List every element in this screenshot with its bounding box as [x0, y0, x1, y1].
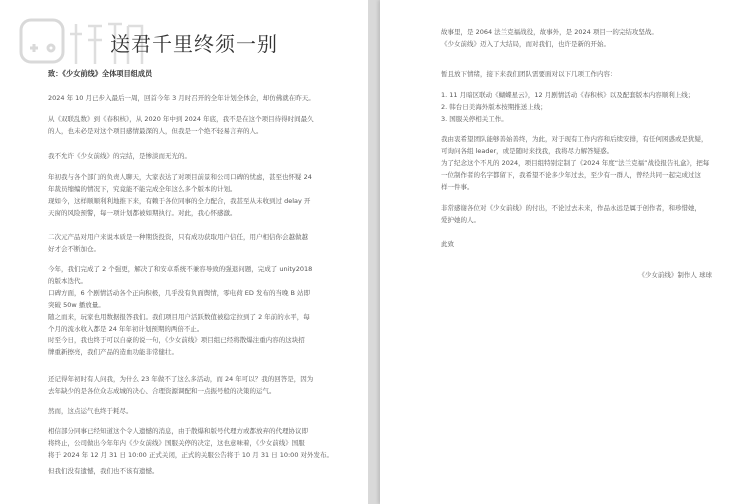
paragraph-line: 的人，也未必是对这个项目感情最深的人，但我是一个绝不轻易言弃的人。: [48, 127, 263, 135]
paragraph-line: 故事里，是 2064 法兰克福战役，故事外，是 2024 项目一的完结攻坚战。: [441, 28, 658, 36]
paragraph-line: 非常感谢各位对《少女前线》的付出，不论过去未来，作品永远是属于创作者，和珍惜她，: [441, 204, 701, 212]
paragraph: [441, 202, 701, 226]
paragraph-line: 为了纪念这个不凡的 2024，项目组特别定制了《2024 年度“法兰克福”战役报告礼盒》，把每: [441, 159, 710, 167]
paragraph: [441, 68, 617, 80]
paragraph: [441, 133, 708, 157]
paragraph: [441, 238, 454, 250]
paragraph-line: 时至今日，我也终于可以自豪的说一句，《少女前线》项目组已经将散爆注重内容的这块招: [48, 336, 305, 344]
paragraph-line: 随之而来，玩家也用数据报答我们。我们项目用户活跃数值被稳定拉到了 2 年前的水平，每: [48, 313, 310, 321]
paragraph-line: 二次元产品对用户来说本质是一种期货投资，只有成功获取用户信任，用户相信你会越做越: [48, 233, 308, 241]
paragraph-line: 口碑方面，6 个剧情活动各个正向积极，几乎没有负面舆情，零电荷 ED 发布的当晚 B 站即: [48, 289, 311, 297]
paragraph-line: 可询问各组 leader，或是随时来找我，我将尽力解答疑惑。: [441, 147, 614, 155]
paragraph-line: 牌重新擦亮，我们产品的造血功能非常健壮。: [48, 348, 178, 356]
paragraph-line: 但我们没有遗憾，我们也不该有遗憾。: [48, 467, 159, 475]
paragraph: [48, 405, 133, 417]
paragraph-line: 相信部分同事已经知道这个令人遗憾的消息，由于散爆和版号代理方或都放弃的代理协议即: [48, 427, 308, 435]
letter-signature: 《少女前线》制作人 球球: [638, 271, 712, 279]
paragraph: [48, 373, 313, 397]
paragraph: [441, 26, 658, 50]
paragraph-line: 的版本迭代。: [48, 277, 87, 285]
paragraph-line: 2024 年 10 月已步入最后一周，回首今年 3 月时召开的全年计划全体会，却仿佛就在昨天。: [48, 94, 315, 102]
paragraph-line: 还记得年初时有人问我，为什么 23 年做不了这么多活动，而 24 年可以？我的回答是，因为: [48, 375, 314, 383]
paragraph: [48, 113, 314, 137]
gamepad-icon: [21, 20, 63, 62]
paragraph-line: 个月的流水收入都是 24 年年初计划预期的两倍不止。: [48, 325, 204, 333]
paragraph-line: 1. 11 月暗区联动《蝴蝶星云》，12 月剧情活动《春积核》以及配套版本内容顺利上线；: [441, 91, 695, 99]
paragraph-line: 爱护她的人。: [441, 216, 480, 224]
paragraph: [441, 89, 694, 125]
paragraph-line: 3. 国服关停相关工作。: [441, 115, 508, 123]
paragraph-line: 然而，这点运气也终于耗尽。: [48, 407, 133, 415]
paragraph-line: 今年，我们完成了 2 个强更，解决了和安卓系统不兼容导致的强退问题，完成了 unity2018: [48, 265, 313, 273]
paragraph: [48, 425, 333, 461]
paragraph-line: 现如今，这样顺顺利利地推下来，有赖于各位同事的全力配合，我甚至从未收到过 delay 开: [48, 197, 311, 205]
paragraph: [48, 92, 315, 104]
paragraph-line: 我不允许《少女前线》的完结，是惨淡而无光的。: [48, 152, 191, 160]
paragraph-line: 从《双联乱数》到《春积核》，从 2020 年中到 2024 年底，我不是在这个项目待得时间最久: [48, 115, 314, 123]
letter-salutation: 致：《少女前线》全体项目组成员: [48, 69, 153, 78]
paragraph: [441, 157, 709, 193]
paragraph-line: 将终止，公司做出今年年内《少女前线》国服关停的决定，这也意味着，《少女前线》国服: [48, 439, 305, 447]
paragraph-line: 好才会不断加仓。: [48, 245, 100, 253]
paragraph-line: 此致: [441, 240, 454, 248]
paragraph: [48, 231, 308, 255]
paragraph: [48, 263, 312, 335]
document-page-right: [380, 0, 750, 504]
paragraph: [48, 150, 191, 162]
paragraph: [48, 334, 305, 358]
paragraph-line: 年裁员缩编的情况下，究竟能不能完成全年这么多个版本的计划。: [48, 185, 237, 193]
document-page-left: [0, 0, 368, 504]
paragraph: [48, 171, 312, 219]
paragraph-line: 去年缺少的是各位众志成城的决心、合理资源调配和一点振号般的决策的运气。: [48, 387, 276, 395]
paragraph: [48, 465, 159, 477]
paragraph-line: 天窗的风险预警，每一项计划都被如期执行。对此，我心怀感激。: [48, 209, 237, 217]
paragraph-line: 《少女前线》迈入了大结局，而对我们，也许是新的开始。: [441, 40, 610, 48]
paragraph-line: 我由衷希望团队能够善始善终，为此，对于现有工作内容和后续安排，有任何困惑或是犹疑，: [441, 135, 708, 143]
paragraph-line: 样一件事。: [441, 183, 474, 191]
paragraph-line: 突破 50w 播放量。: [48, 301, 105, 309]
paragraph-line: 年初我与各个部门的负责人聊天，大家表达了对项目前景和公司口碑的忧虑，甚至也怀疑 24: [48, 173, 312, 181]
paragraph-line: 将于 2024 年 12 月 31 日 10:00 正式关闭，正式的关服公告将于 10 月 31 日 10:00 对外发布。: [48, 451, 334, 459]
paragraph-line: 一位制作者的名字都留下，我希望不论多少年过去，至少有一群人，曾经共同一起完成过这: [441, 171, 701, 179]
paragraph-line: 2. 韩台日美海外版本按期推送上线；: [441, 103, 547, 111]
paragraph-line: 暂且放下情绪，接下来我们团队需要面对以下几项工作内容：: [441, 70, 617, 78]
document-title: 送君千里终须一别: [110, 32, 278, 56]
